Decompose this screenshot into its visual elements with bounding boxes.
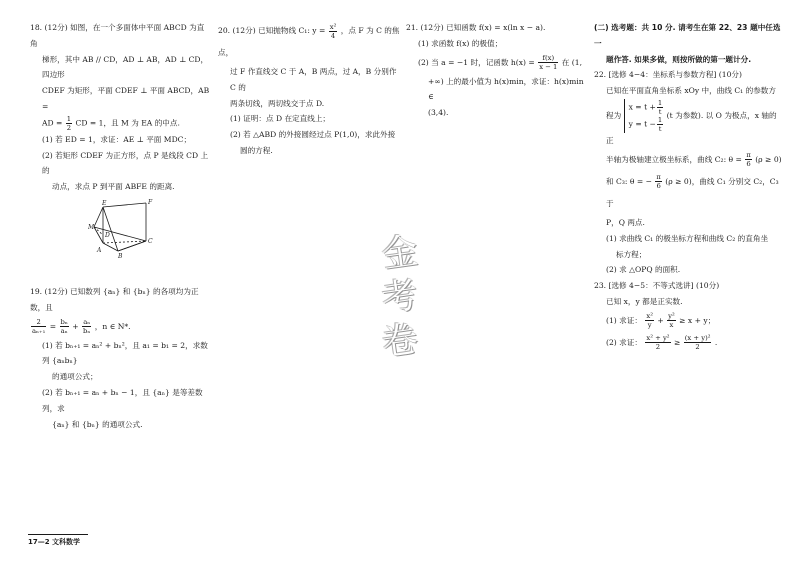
half-fraction: $\frac{1}{2}$: [66, 114, 72, 132]
q23-sub-2: (2) 求证： $\frac{\text{x² + y²}}{2}$ ≥ $\frac{\text{(x + y)²}}{2}$ .: [606, 334, 718, 352]
q19-sub-1b: 的通项公式；: [52, 372, 98, 382]
q22-line-a: 已知在平面直角坐标系 xOy 中，曲线 C₁ 的参数方: [606, 86, 776, 96]
q22-sub-1a: (1) 求曲线 C₁ 的极坐标方程和曲线 C₂ 的直角坐: [606, 233, 769, 243]
question-21: [406, 20, 586, 121]
q22-title: 22. [选修 4−4：坐标系与参数方程] (10分): [594, 70, 742, 80]
q18-figure: [88, 197, 168, 259]
q22-line-d: 半轴为极轴建立极坐标系，曲线 C₂: θ = $\frac{\pi}{6}$ (ρ ≥ 0): [606, 151, 782, 169]
q18-sub-2b: 动点，求点 P 到平面 ABFE 的距离.: [52, 182, 175, 192]
q19-sub-2b: {aₙ} 和 {bₙ} 的通项公式.: [52, 419, 143, 429]
label-A: A: [97, 246, 102, 254]
elective-section: [594, 20, 784, 354]
elective-header-1: (二) 选考题：共 10 分. 请考生在第 22、23 题中任选一: [594, 23, 781, 48]
elective-header-2: 题作答. 如果多做，则按所做的第一题计分.: [606, 54, 752, 64]
page-footer: [28, 537, 80, 547]
q21-line-1: 21. (12分) 已知函数 f(x) = x(ln x − a).: [406, 23, 546, 32]
q19-sub-2a: (2) 若 bₙ₊₁ = aₙ + bₙ − 1，且 {aₙ} 是等差数列，求: [42, 387, 203, 413]
q20-sub-2a: (2) 若 △ABD 的外接圆经过点 P(1,0)，求此外接: [230, 130, 396, 140]
label-D: D: [105, 231, 110, 239]
q22-line-h: P，Q 两点.: [606, 217, 645, 227]
q18-line-3: CDEF 为矩形，平面 CDEF ⊥ 平面 ABCD，AB =: [42, 86, 210, 111]
q21-sub-2c: +∞) 上的最小值为 h(x)min，求证：h(x)min ∈: [428, 76, 584, 102]
watermark-char-1: 金: [379, 230, 421, 277]
q20-sub-2b: 圆的方程.: [240, 145, 273, 155]
q18-line-2: 梯形，其中 AB // CD，AD ⊥ AB，AD ⊥ CD，四边形: [42, 54, 209, 80]
q22-line-f: 和 C₃: θ = − $\frac{\pi}{6}$ (ρ ≥ 0)，曲线 C₁ 分别交 C₂，C₃ 于: [606, 173, 779, 208]
q19-formula: $\frac{2}{\text{aₙ₊₁}}$ = $\frac{\text{bₙ}}{\text{aₙ}}$ + $\frac{\text{aₙ}}{\text{bₙ}}$ ，n ∈ N*.: [32, 318, 131, 336]
question-19: [30, 284, 210, 432]
q19-line-1: 19. (12分) 已知数列 {aₙ} 和 {bₙ} 的各项均为正数，且: [30, 287, 199, 312]
label-E: E: [102, 199, 107, 207]
q18-line-4: AD = $\frac{1}{2}$ CD = 1，且 M 为 EA 的中点.: [42, 114, 180, 132]
q21-sub-2d: (3,4).: [428, 108, 449, 118]
q23-line-a: 已知 x，y 都是正实数.: [606, 296, 683, 306]
q20-line-2: 过 F 作直线交 C 于 A，B 两点，过 A，B 分别作 C 的: [230, 67, 397, 92]
q23-sub-1: (1) 求证： $\frac{\text{x²}}{y}$ + $\frac{\text{y²}}{x}$ ≥ x + y；: [606, 312, 716, 330]
footer-rule: [28, 534, 88, 535]
question-18: [30, 20, 210, 265]
q22-sub-2: (2) 求 △OPQ 的面积.: [606, 265, 681, 275]
q21-sub-1: (1) 求函数 f(x) 的极值；: [418, 38, 503, 48]
q18-sub-1: (1) 若 ED = 1，求证：AE ⊥ 平面 MDC；: [42, 134, 192, 144]
q20-line-3: 两条切线，两切线交于点 D.: [230, 98, 325, 108]
q18-sub-2a: (2) 若矩形 CDEF 为正方形，点 P 是线段 CD 上的: [42, 150, 209, 176]
label-M: M: [88, 223, 95, 231]
label-C: C: [148, 237, 153, 245]
q19-sub-1a: (1) 若 bₙ₊₁ = aₙ² + bₙ²，且 a₁ = b₁ = 2，求数列 {aₙbₙ}: [42, 340, 208, 366]
watermark-seal: [379, 230, 421, 365]
q22-param-system: 程为 x = t + $\frac{1}{t}$ y = t − $\frac{1}{t}$ (t 为参数). 以 O 为极点，x 轴的正: [606, 98, 777, 145]
q20-line-1: 20. (12分) 已知抛物线 C₁: y = $\frac{\text{x²}}{4}$ ，点 F 为 C 的焦点，: [218, 22, 400, 57]
label-F: F: [148, 198, 153, 206]
footer-label: 17—2 文科数学: [28, 538, 81, 546]
question-20: [218, 20, 400, 159]
watermark-char-3: 卷: [379, 318, 421, 365]
label-B: B: [118, 252, 123, 259]
q23-title: 23. [选修 4−5：不等式选讲] (10分): [594, 281, 720, 291]
q21-sub-2a: (2) 当 a = −1 时，记函数 h(x) = $\frac{f(x)}{x - 1}$ 在 (1,: [418, 54, 583, 72]
watermark-char-2: 考: [379, 274, 421, 321]
q18-line-1: 18. (12分) 如图，在一个多面体中平面 ABCD 为直角: [30, 23, 205, 48]
q20-sub-1: (1) 证明：点 D 在定直线上；: [230, 114, 331, 124]
q22-sub-1b: 标方程；: [616, 249, 647, 259]
